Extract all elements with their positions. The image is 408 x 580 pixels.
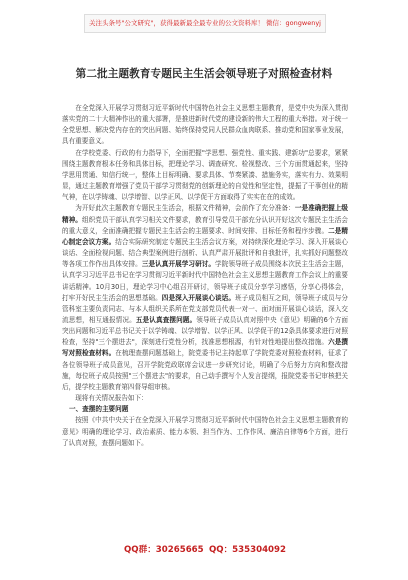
bold-heading-run: 五是认真查摆问题。 [135,315,197,324]
text-run: 在全党深入开展学习贯彻习近平新时代中国特色社会主义思想主题教育，是党中央为深入贯彻落实党的二十大精神作出的重大部署，是推进新时代党的建设新的伟大工程的重大举措。对于统一全党思想、解决党内存在的突出问题、始终保持党同人民群众血肉联系、推动党和国家事业发展，具有重要意义。 [62,104,348,146]
body-paragraph [62,404,348,415]
text-run: 组织党员干部认真学习相关文件要求，教育引导党员干部充分认识开好这次专题民主生活会的重大意义，全面准确把握专题民主生活会的主题要求、时间安排、目标任务和程序步骤。 [62,215,348,235]
text-run: 领导班子成员认真对照中央《意见》明确的6个方面突出问题和习近平总书记关于以学铸魂、以学增智、以学正风、以学促干的12条具体要求进行对照检查，坚持"三个摆进去"，深刻进行党性分析，找准思想根源，有针对性地提出整改措施。 [62,315,348,347]
text-run: 现将有关情况报告如下： [75,394,148,403]
body-paragraph [62,103,348,148]
bold-heading-run: 三是认真开展学习研讨。 [141,260,216,269]
promo-banner-text: 关注头条号"公文研究"，获得最新最全最专业的公文资料库！ 微信：gongwenyj [89,19,321,27]
text-run: 按照《中共中央关于在全党深入开展学习贯彻习近平新时代中国特色社会主义思想主题教育的意见》明确的理论学习、政治素质、能力本领、担当作为、工作作风、廉洁自律等6个方面，进行了认真对照，查摆问题如下。 [62,416,348,447]
body-paragraph [62,148,348,204]
text-run: 学院领导班子成员围绕本次民主生活会主题，认真学习习近平总书记在学习贯彻习近平新时代中国特色社会主义思想主题教育工作会议上的重要讲话精神。10月30日，理论学习中心组召开研讨，领导班子成员分享学习感悟，分享心得体会，打牢开好民主生活会的思想基础。 [62,260,348,302]
document-body [62,103,348,521]
text-run: 在梳理查摆问题基础上，院党委书记主持起草了学院党委对照检查材料，征求了各位领导班子成员意见，召开学院党政联席会议进一步研究讨论，明确了今后努力方向和整改措施，每位班子成员按照"三个摆进去"的要求，自己动手撰写个人发言提纲，报院党委书记审核把关后，提学校主题教育第四督导组审核。 [62,349,348,391]
body-paragraph [62,393,348,404]
document-title: 第二批主题教育专题民主生活会领导班子对照检查材料 [75,68,333,80]
bold-heading-run: 二是精心制定会议方案。 [62,226,348,246]
bold-heading-run: 六是撰写对照检查材料。 [62,338,348,358]
body-paragraph [62,415,348,448]
text-run: 结合实际研究制定专题民主生活会议方案，对持续深化理论学习、深入开展谈心谈话、全面检视问题、结合典型案例进行剖析、认真严肃开展批评和自我批评，扎实抓好问题整改等各项工作作出具体安排。 [62,237,348,269]
text-run: 在学校党委、行政的有力指导下，全面把握"学思想、强党性、重实践、建新功"总要求，紧紧围绕主题教育根本任务和具体目标，把理论学习、调查研究、检视整改、三个方面贯通起来，坚持学思用贯通、知信行统一，整体上目标明确、要求具体、节奏紧凑、措施务实，落实有力、效果明显，通过主题教育增强了党员干部学习贯彻党的创新理论的自觉性和坚定性，提振了干事创业的精气神，在以学铸魂、以学增智、以学正风、以学促干方面取得了实实在在的成效。 [62,148,348,202]
bold-heading-run: 四是深入开展谈心谈话。 [161,293,235,302]
body-paragraph [62,203,348,393]
promo-banner [84,14,326,33]
bold-heading-run: 一是准确把握上级精神。 [62,204,348,224]
footer-qq-group: QQ群：30265665 [124,545,204,555]
section-heading: 一、查摆的主要问题 [69,405,129,414]
footer-qq-contact: QQ：535304092 [208,545,286,555]
text-run: 班子成员相互之间，领导班子成员与分管科室主要负责同志、与本人组织关系所在党支部党员代表一对一、面对面开展谈心谈话，深入交流思想，相互通报情况。 [62,293,348,324]
text-run: 为开好此次主题教育专题民主生活会，根据文件精神，会前作了充分准备： [75,204,295,213]
footer-contacts [60,542,348,556]
